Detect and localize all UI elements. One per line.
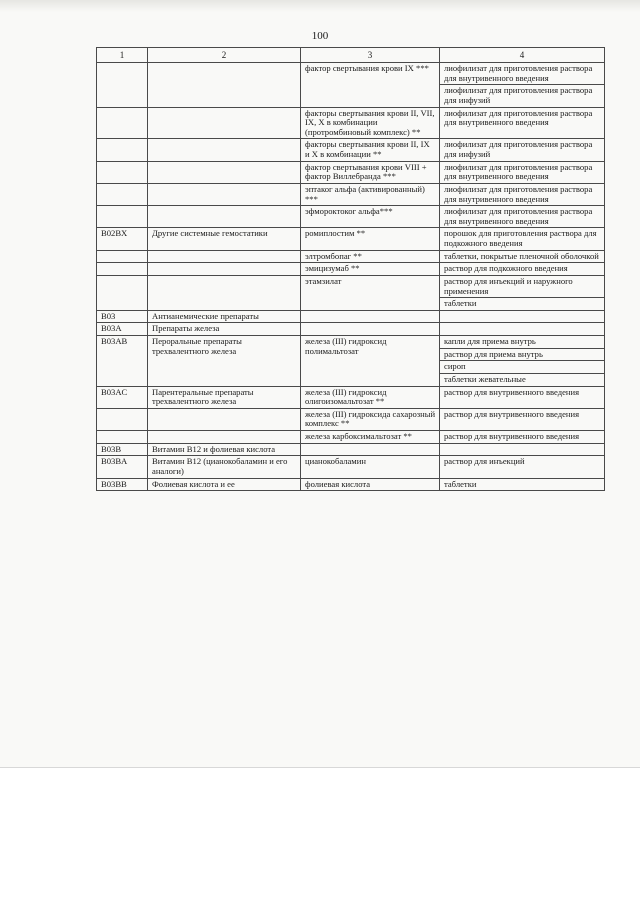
table-row: [97, 250, 605, 263]
code-cell: [97, 431, 148, 444]
group-cell: [148, 206, 301, 228]
dosage-form-cell: [440, 443, 605, 456]
drug-cell: факторы свертывания крови II, IX и X в комбинации **: [301, 139, 440, 161]
dosage-form-cell: таблетки, покрытые пленочной оболочкой: [440, 250, 605, 263]
group-cell: [148, 431, 301, 444]
group-cell: Парентеральные препараты трехвалентного железа: [148, 386, 301, 408]
table-row: [97, 456, 605, 478]
dosage-form-cell: порошок для приготовления раствора для подкожного введения: [440, 228, 605, 250]
code-cell: [97, 250, 148, 263]
drug-cell: эмицизумаб **: [301, 263, 440, 276]
drug-table-body: [97, 48, 605, 491]
table-row: [97, 107, 605, 139]
group-cell: Пероральные препараты трехвалентного железа: [148, 336, 301, 387]
dosage-form-cell: раствор для внутривенного введения: [440, 408, 605, 430]
code-cell: B03AC: [97, 386, 148, 408]
group-cell: [148, 63, 301, 108]
group-cell: [148, 139, 301, 161]
table-row: [97, 408, 605, 430]
group-cell: Препараты железа: [148, 323, 301, 336]
group-cell: Антианемические препараты: [148, 310, 301, 323]
dosage-form-cell: раствор для внутривенного введения: [440, 386, 605, 408]
drug-cell: фактор свертывания крови VIII + фактор Виллебранда ***: [301, 161, 440, 183]
column-number: 1: [97, 48, 148, 63]
drug-table: [96, 47, 605, 491]
dosage-form-cell: лиофилизат для приготовления раствора для внутривенного введения: [440, 183, 605, 205]
code-cell: B03BB: [97, 478, 148, 491]
dosage-form-cell: [440, 310, 605, 323]
dosage-form-cell: раствор для внутривенного введения: [440, 431, 605, 444]
page-number: 100: [311, 30, 329, 42]
group-cell: [148, 408, 301, 430]
dosage-form-cell: таблетки жевательные: [440, 373, 605, 386]
table-row: [97, 323, 605, 336]
code-cell: [97, 263, 148, 276]
code-cell: B03BA: [97, 456, 148, 478]
group-cell: [148, 250, 301, 263]
code-cell: B03B: [97, 443, 148, 456]
table-row: [97, 431, 605, 444]
drug-cell: фактор свертывания крови IX ***: [301, 63, 440, 108]
code-cell: [97, 408, 148, 430]
table-row: [97, 310, 605, 323]
table-row: [97, 443, 605, 456]
code-cell: [97, 183, 148, 205]
drug-cell: фолиевая кислота: [301, 478, 440, 491]
group-cell: [148, 107, 301, 139]
drug-cell: железа (III) гидроксида сахарозный комплекс **: [301, 408, 440, 430]
code-cell: B02BX: [97, 228, 148, 250]
drug-cell: ромиплостим **: [301, 228, 440, 250]
column-number: 3: [301, 48, 440, 63]
code-cell: B03A: [97, 323, 148, 336]
group-cell: [148, 263, 301, 276]
table-row: [97, 275, 605, 297]
dosage-form-cell: капли для приема внутрь: [440, 336, 605, 349]
group-cell: [148, 275, 301, 310]
drug-cell: эфмороктоког альфа***: [301, 206, 440, 228]
column-number: 2: [148, 48, 301, 63]
table-row: [97, 183, 605, 205]
code-cell: [97, 275, 148, 310]
drug-cell: [301, 443, 440, 456]
dosage-form-cell: раствор для инъекций: [440, 456, 605, 478]
drug-cell: железа (III) гидроксид олигоизомальтозат **: [301, 386, 440, 408]
drug-cell: [301, 323, 440, 336]
code-cell: [97, 107, 148, 139]
group-cell: [148, 183, 301, 205]
table-row: [97, 263, 605, 276]
table-row: [97, 478, 605, 491]
code-cell: [97, 139, 148, 161]
group-cell: Фолиевая кислота и ее: [148, 478, 301, 491]
code-cell: [97, 206, 148, 228]
drug-cell: эптаког альфа (активированный) ***: [301, 183, 440, 205]
drug-cell: этамзилат: [301, 275, 440, 310]
drug-cell: цианокобаламин: [301, 456, 440, 478]
group-cell: Другие системные гемостатики: [148, 228, 301, 250]
dosage-form-cell: сироп: [440, 361, 605, 374]
code-cell: B03AB: [97, 336, 148, 387]
group-cell: [148, 161, 301, 183]
drug-cell: элтромбопаг **: [301, 250, 440, 263]
dosage-form-cell: лиофилизат для приготовления раствора для внутривенного введения: [440, 161, 605, 183]
code-cell: B03: [97, 310, 148, 323]
dosage-form-cell: лиофилизат для приготовления раствора для инфузий: [440, 139, 605, 161]
dosage-form-cell: раствор для подкожного введения: [440, 263, 605, 276]
code-cell: [97, 161, 148, 183]
table-row: [97, 139, 605, 161]
dosage-form-cell: раствор для инъекций и наружного применения: [440, 275, 605, 297]
group-cell: Витамин B12 (цианокобаламин и его аналоги): [148, 456, 301, 478]
table-row: [97, 386, 605, 408]
table-row: [97, 161, 605, 183]
dosage-form-cell: лиофилизат для приготовления раствора для внутривенного введения: [440, 206, 605, 228]
dosage-form-cell: лиофилизат для приготовления раствора для внутривенного введения: [440, 63, 605, 85]
table-row: [97, 63, 605, 85]
dosage-form-cell: лиофилизат для приготовления раствора для инфузий: [440, 85, 605, 107]
code-cell: [97, 63, 148, 108]
drug-cell: железа карбоксимальтозат **: [301, 431, 440, 444]
dosage-form-cell: [440, 323, 605, 336]
dosage-form-cell: таблетки: [440, 298, 605, 311]
group-cell: Витамин B12 и фолиевая кислота: [148, 443, 301, 456]
table-row: [97, 336, 605, 349]
table-row: [97, 228, 605, 250]
scan-top-edge: [0, 0, 640, 12]
column-number: 4: [440, 48, 605, 63]
table-row: [97, 206, 605, 228]
dosage-form-cell: раствор для приема внутрь: [440, 348, 605, 361]
drug-cell: [301, 310, 440, 323]
dosage-form-cell: лиофилизат для приготовления раствора для внутривенного введения: [440, 107, 605, 139]
column-number-row: [97, 48, 605, 63]
drug-cell: факторы свертывания крови II, VII, IX, X в комбинации (протромбиновый комплекс) **: [301, 107, 440, 139]
drug-cell: железа (III) гидроксид полимальтозат: [301, 336, 440, 387]
dosage-form-cell: таблетки: [440, 478, 605, 491]
